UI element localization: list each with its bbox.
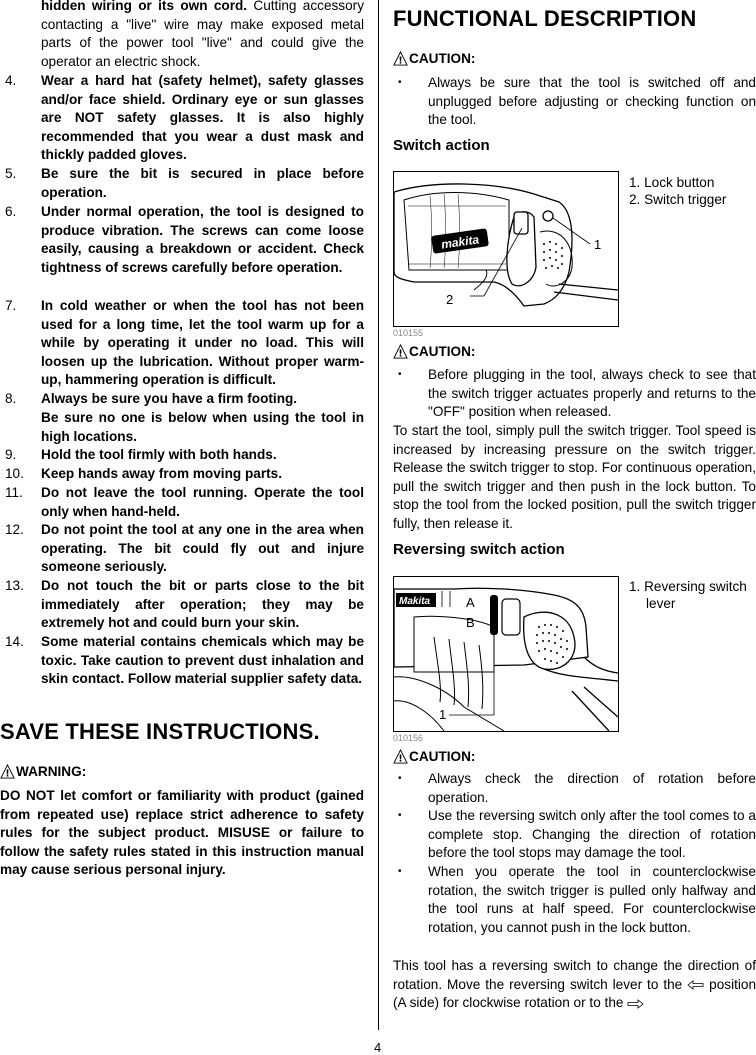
callout-1: 1 (439, 707, 447, 722)
reversing-switch-heading: Reversing switch action (393, 541, 565, 558)
tool-reversing-illustration (394, 577, 618, 731)
item-number: 12. (5, 522, 24, 537)
bullet-dot: • (398, 77, 402, 88)
item-number: 11. (5, 485, 23, 500)
item-text: Hold the tool firmly with both hands. (41, 447, 277, 462)
item-text-2: Be sure no one is below when using the tool in high locations. (41, 410, 364, 444)
item-number: 13. (5, 578, 24, 593)
legend-lever: lever (646, 596, 676, 611)
svg-text:!: ! (398, 55, 403, 66)
reversing-text-2: position (A side) for clockwise rotation or to the (393, 976, 756, 1011)
item-text: In cold weather or when the tool has not been used for a long time, let the tool warm up for a while by operating it under no load. This will loosen up the lubrication. Without proper warm-up, hammering operation is difficult. (41, 298, 364, 388)
reversing-text-1: This tool has a reversing switch to change the direction of rotation. Move the reversing switch lever to the (393, 958, 756, 992)
item-number: 7. (5, 298, 17, 313)
figure-legend (629, 174, 726, 208)
caution-label-text: CAUTION: (409, 749, 476, 764)
item-text: Always be sure you have a firm footing. (41, 391, 298, 406)
caution-icon (393, 749, 408, 764)
legend-switch-trigger: 2. Switch trigger (629, 192, 727, 207)
legend-lock-button: 1. Lock button (629, 175, 715, 190)
item-text: Wear a hard hat (safety helmet), safety glasses and/or face shield. Ordinary eye or sun glasses are NOT safety glasses. It is also highly recommended that you wear a dust mask and thickly padded gloves. (41, 73, 364, 163)
svg-text:!: ! (398, 753, 403, 764)
item-number: 8. (5, 391, 17, 406)
bullet-text: Before plugging in the tool, always check to see that the switch trigger actuates properly and returns to the "OFF" position when released. (428, 367, 756, 420)
switch-paragraph: To start the tool, simply pull the switch trigger. Tool speed is increased by increasing pressure on the switch trigger. Release the switch trigger to stop. For continuous operation, pull the switch trigger and then push in the lock button. To stop the tool from the locked position, pull the switch trigger fully, then release it. (393, 423, 756, 531)
warning-label-text: WARNING: (16, 764, 87, 779)
svg-text:!: ! (398, 348, 403, 359)
item-number: 5. (5, 166, 17, 181)
bullet-dot: • (398, 810, 402, 821)
warning-icon (0, 764, 15, 779)
reversing-paragraph (393, 957, 756, 1013)
svg-text:Makita: Makita (399, 596, 431, 607)
item-number: 9. (5, 447, 17, 462)
counterclockwise-arrow-icon (687, 980, 704, 990)
bullet-dot: • (398, 773, 402, 784)
item-text: Do not leave the tool running. Operate the tool only when hand-held. (41, 485, 364, 519)
item-text: Do not touch the bit or parts close to the bit immediately after operation; they may be extremely hot and could burn your skin. (41, 578, 364, 631)
intro-paragraph (41, 0, 364, 71)
bullet-dot: • (398, 866, 402, 877)
label-b: B (466, 615, 475, 630)
figure-code: 010156 (393, 733, 424, 743)
item-text: Keep hands away from moving parts. (41, 466, 282, 481)
label-a: A (466, 595, 475, 610)
figure-legend (629, 578, 747, 612)
item-number: 10. (5, 466, 24, 481)
clockwise-arrow-icon (627, 999, 644, 1009)
item-number: 14. (5, 634, 24, 649)
intro-bold: hidden wiring or its own cord. (41, 0, 248, 13)
item-text: Do not point the tool at any one in the area when operating. The bit could fly out and injure someone seriously. (41, 522, 364, 575)
warning-text: DO NOT let comfort or familiarity with product (gained from repeated use) replace strict adherence to safety rules for the subject product. MISUSE or failure to follow the safety rules stated in this instruction manual may cause serious personal injury. (0, 788, 364, 878)
column-divider (378, 0, 379, 1030)
caution-label-text: CAUTION: (409, 344, 476, 359)
svg-text:!: ! (5, 768, 10, 779)
item-text: Under normal operation, the tool is designed to produce vibration. The screws can come loose easily, causing a breakdown or accident. Check tightness of screws carefully before operation. (41, 204, 364, 275)
save-instructions-heading: SAVE THESE INSTRUCTIONS. (0, 719, 320, 744)
makita-logo: makita (440, 232, 480, 252)
figure-code: 010155 (393, 328, 424, 338)
caution-icon (393, 51, 408, 66)
caution-label (393, 344, 475, 359)
intro-rest: Cutting accessory contacting a "live" wire may make exposed metal parts of the power tool "live" and could give the operator an electric shock. (41, 0, 364, 69)
callout-1: 1 (594, 237, 602, 252)
item-number: 6. (5, 204, 17, 219)
reversing-switch-figure (393, 576, 619, 732)
caution-label (393, 749, 475, 764)
page-number: 4 (374, 1040, 382, 1055)
caution-label-text: CAUTION: (409, 51, 476, 66)
legend-reversing-switch: 1. Reversing switch (629, 579, 747, 594)
callout-2: 2 (446, 292, 454, 307)
warning-label (0, 764, 86, 779)
switch-action-figure (393, 171, 619, 327)
bullet-text: When you operate the tool in counterclockwise rotation, the switch trigger is pulled only halfway and the tool runs at half speed. For counterclockwise rotation, you cannot push in the lock button. (428, 864, 756, 935)
bullet-text: Always be sure that the tool is switched off and unplugged before adjusting or checking function on the tool. (428, 75, 756, 128)
item-number: 4. (5, 73, 17, 88)
bullet-text: Always check the direction of rotation before operation. (428, 771, 756, 805)
caution-icon (393, 344, 408, 359)
bullet-dot: • (398, 369, 402, 380)
switch-action-heading: Switch action (393, 137, 490, 154)
item-text: Some material contains chemicals which may be toxic. Take caution to prevent dust inhalation and skin contact. Follow material supplier safety data. (41, 634, 364, 687)
bullet-text: Use the reversing switch only after the tool comes to a complete stop. Changing the direction of rotation before the tool stops may damage the tool. (428, 808, 756, 861)
tool-switch-illustration (394, 172, 618, 326)
functional-description-heading: FUNCTIONAL DESCRIPTION (393, 6, 697, 31)
caution-label (393, 51, 475, 66)
item-text: Be sure the bit is secured in place before operation. (41, 166, 364, 200)
